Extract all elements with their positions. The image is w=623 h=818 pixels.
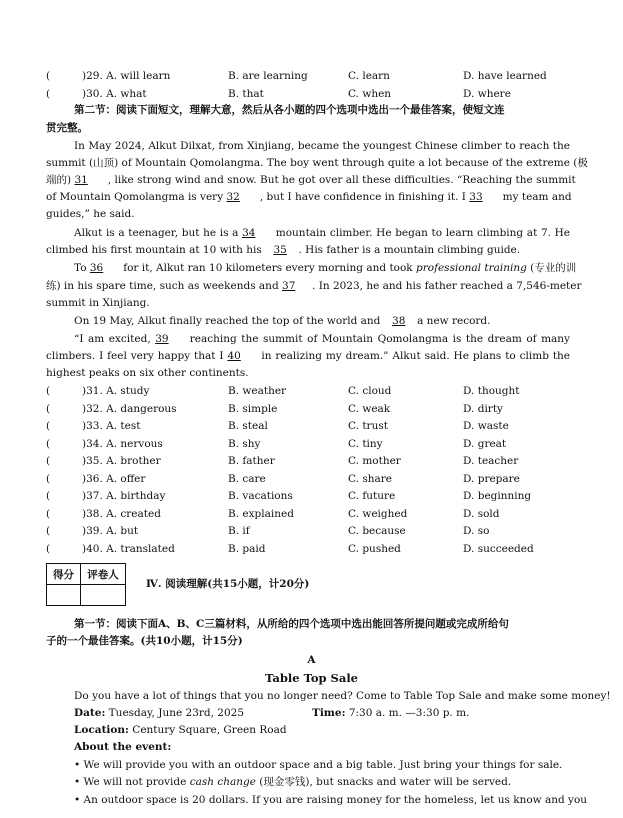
option-c: C. learn [348,70,390,82]
answer-bracket[interactable]: ( [46,438,51,450]
answer-bracket[interactable]: ( [46,70,51,82]
option-a: )37. A. birthday [82,490,166,502]
passage-line: climbers. I feel very happy that I 40 in realizing my dream.” Alkut said. He plans to climb the [46,350,571,362]
blank-38[interactable]: 38 [392,315,406,327]
option-a: )40. A. translated [82,543,175,555]
option-c: C. future [348,490,396,502]
score-box [46,563,126,606]
option-a: )38. A. created [82,508,161,520]
option-d: D. dirty [463,403,503,415]
option-b: B. paid [228,543,266,555]
option-d: D. waste [463,420,509,432]
option-c: C. weak [348,403,391,415]
passage-line: 练) in his spare time, such as weekends and 37 . In 2023, he and his father reached a 7,546-meter [46,280,582,292]
ad-intro: Do you have a lot of things that you no longer need? Come to Table Top Sale and make some money! [74,690,611,702]
option-a: )39. A. but [82,525,139,537]
option-c: C. because [348,525,406,537]
grader-label: 评卷人 [81,564,126,585]
blank-36[interactable]: 36 [89,262,104,274]
answer-bracket[interactable]: ( [46,385,51,397]
section2-instruction: 第二节：阅读下面短文，理解大意，然后从各小题的四个选项中选出一个最佳答案，使短文连 [74,104,505,116]
passage-line: summit (山顶) of Mountain Qomolangma. The boy went through quite a lot because of the extreme (极 [46,157,588,169]
passage-line: highest peaks on six other continents. [46,367,249,379]
ad-date: Date: Tuesday, June 23rd, 2025 [74,707,245,719]
option-d: D. beginning [463,490,532,502]
passage-line: guides,” he said. [46,208,135,220]
option-d: D. succeeded [463,543,534,555]
ad-time: Time: 7:30 a. m. —3:30 p. m. [312,707,470,719]
question-row [0,401,623,417]
option-b: B. weather [228,385,287,397]
option-b: B. explained [228,508,294,520]
option-c: C. when [348,88,392,100]
answer-bracket[interactable]: ( [46,525,51,537]
option-d: D. where [463,88,511,100]
blank-32[interactable]: 32 [226,191,240,203]
option-d: D. have learned [463,70,547,82]
option-c: C. trust [348,420,388,432]
passage-line: summit in Xinjiang. [46,297,150,309]
answer-bracket[interactable]: ( [46,403,51,415]
passage-title: Table Top Sale [264,671,359,685]
blank-33[interactable]: 33 [469,191,483,203]
answer-bracket[interactable]: ( [46,543,51,555]
passage-line: Alkut is a teenager, but he is a 34 mountain climber. He began to learn climbing at 7. He [74,227,571,239]
option-d: D. great [463,438,507,450]
option-b: B. shy [228,438,261,450]
option-a: )36. A. offer [82,473,146,485]
option-b: B. if [228,525,250,537]
ad-bullet: • An outdoor space is 20 dollars. If you are raising money for the homeless, let us know and you [74,794,588,806]
question-row [0,471,623,487]
option-a: )31. A. study [82,385,150,397]
option-b: B. father [228,455,275,467]
passage-line: of Mountain Qomolangma is very 32 , but I have confidence in finishing it. I 33 my team and [46,191,572,203]
passage-line: climbed his first mountain at 10 with his 35 . His father is a mountain climbing guide. [46,244,521,256]
blank-39[interactable]: 39 [155,333,169,345]
answer-bracket[interactable]: ( [46,455,51,467]
blank-37[interactable]: 37 [282,280,296,292]
ad-bullet: • We will provide you with an outdoor space and a big table. Just bring your things for sale. [74,759,563,771]
option-a: )29. A. will learn [82,70,171,82]
answer-bracket[interactable]: ( [46,508,51,520]
ad-location: Location: Century Square, Green Road [74,724,287,736]
option-a: )32. A. dangerous [82,403,177,415]
question-30-row [0,86,623,102]
answer-bracket[interactable]: ( [46,490,51,502]
option-b: B. that [228,88,264,100]
passage-line: “I am excited, 39 reaching the summit of Mountain Qomolangma is the dream of many [74,333,570,345]
blank-31[interactable]: 31 [74,174,88,186]
answer-bracket[interactable]: ( [46,420,51,432]
passage-line: To 36 for it, Alkut ran 10 kilometers every morning and took professional training (专业的训 [74,262,577,274]
option-b: B. simple [228,403,278,415]
question-row [0,436,623,452]
section2-instruction-cont: 贯完整。 [46,122,88,134]
option-c: C. pushed [348,543,401,555]
section-title: Ⅳ. 阅读理解(共15小题，计20分) [146,578,310,590]
option-d: D. sold [463,508,500,520]
question-29-row [0,68,623,84]
answer-bracket[interactable]: ( [46,88,51,100]
section1-instruction: 第一节：阅读下面A、B、C三篇材料，从所给的四个选项中选出能回答所提问题或完成所给句 [74,618,509,630]
question-row [0,488,623,504]
ad-about-label: About the event: [74,741,172,753]
option-b: B. steal [228,420,268,432]
option-c: C. cloud [348,385,392,397]
option-c: C. share [348,473,392,485]
passage-label: A [307,654,316,666]
blank-40[interactable]: 40 [227,350,241,362]
option-c: C. tiny [348,438,383,450]
question-row [0,453,623,469]
option-d: D. so [463,525,490,537]
option-d: D. prepare [463,473,520,485]
option-c: C. mother [348,455,401,467]
question-row [0,506,623,522]
option-a: )35. A. brother [82,455,161,467]
question-row [0,418,623,434]
blank-34[interactable]: 34 [242,227,256,239]
score-label: 得分 [47,564,81,585]
blank-35[interactable]: 35 [273,244,287,256]
answer-bracket[interactable]: ( [46,473,51,485]
passage-line: On 19 May, Alkut finally reached the top of the world and 38 a new record. [74,315,491,327]
ad-bullet: • We will not provide cash change (现金零钱), but snacks and water will be served. [74,776,512,788]
option-c: C. weighed [348,508,408,520]
option-d: D. thought [463,385,520,397]
score-cell[interactable] [47,585,81,606]
question-row [0,523,623,539]
grader-cell[interactable] [81,585,126,606]
option-a: )34. A. nervous [82,438,163,450]
option-b: B. care [228,473,266,485]
question-row [0,383,623,399]
passage-line: 端的) 31 , like strong wind and snow. But he got over all these difficulties. “Reaching the summit [46,174,576,186]
passage-line: In May 2024, Alkut Dilxat, from Xinjiang, became the youngest Chinese climber to reach the [74,140,570,152]
option-b: B. vacations [228,490,293,502]
question-row [0,541,623,557]
option-b: B. are learning [228,70,308,82]
option-a: )33. A. test [82,420,141,432]
option-a: )30. A. what [82,88,147,100]
option-d: D. teacher [463,455,519,467]
section1-instruction-cont: 子的一个最佳答案。(共10小题，计15分) [46,635,243,647]
